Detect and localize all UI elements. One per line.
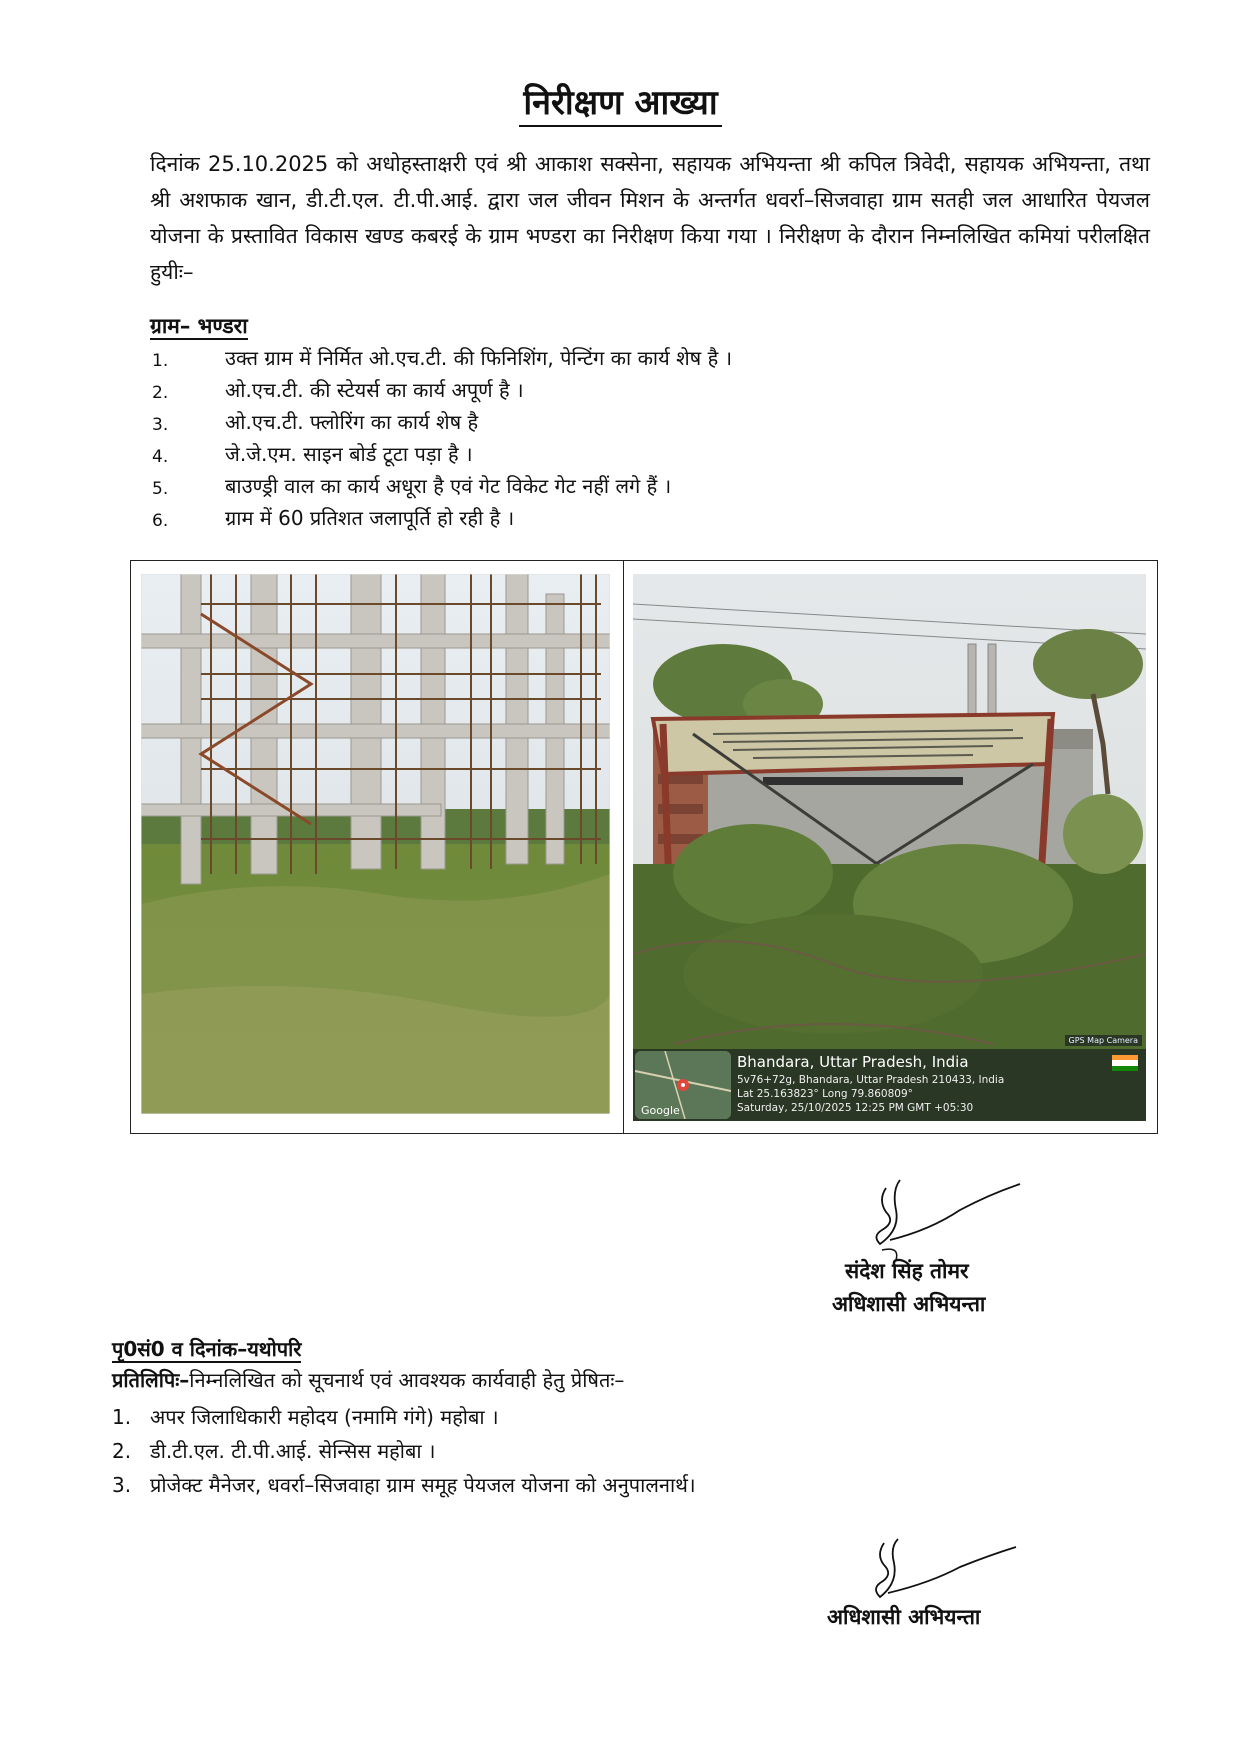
item-number: 3. [112,1473,132,1497]
item-number: 6. [152,511,169,531]
list-item [150,470,1150,502]
signatory-designation: अधिशासी अभियन्ता [832,1292,986,1316]
copy-to-line [112,1366,624,1393]
gps-mini-map [635,1051,731,1119]
page-title: निरीक्षण आख्या [0,78,1241,124]
reference-line: पृ0सं0 व दिनांक–यथोपरि [112,1337,302,1361]
gps-place: Bhandara, Uttar Pradesh, India [737,1053,969,1071]
item-number: 1. [152,351,169,371]
list-item [150,374,1150,406]
map-attribution: Google [641,1104,680,1117]
list-item [150,502,1150,534]
photo-signboard [633,574,1146,1121]
item-number: 4. [152,447,169,467]
intro-paragraph: दिनांक 25.10.2025 को अधोहस्ताक्षरी एवं श्री आकाश सक्सेना, सहायक अभियन्ता श्री कपिल त्रिवेदी, सहायक अभियन्ता, तथा श्री अशफाक खान, डी.टी.एल. टी.पी.आई. द्वारा जल जीवन मिशन के अन्तर्गत धवर्रा–सिजवाहा ग्राम सतही जल आधारित पेयजल योजना के प्रस्तावित विकास खण्ड कबरई के ग्राम भण्डरा का निरीक्षण किया गया । निरीक्षण के दौरान निम्नलिखित कमियां परीलक्षित हुयीः– [150,152,1150,284]
item-text: ओ.एच.टी. की स्टेयर्स का कार्य अपूर्ण है । [225,378,524,402]
item-text: ग्राम में 60 प्रतिशत जलापूर्ति हो रही है । [225,506,515,530]
item-number: 1. [112,1405,132,1429]
item-number: 2. [112,1439,132,1463]
observation-list [150,342,1150,534]
gps-datetime: Saturday, 25/10/2025 12:25 PM GMT +05:30 [737,1102,974,1114]
list-item [150,342,1150,374]
closing-designation: अधिशासी अभियन्ता [827,1605,981,1629]
gps-overlay [633,1036,1146,1121]
village-heading: ग्राम– भण्डरा [150,314,248,338]
item-text: अपर जिलाधिकारी महोदय (नमामि गंगे) महोबा । [150,1405,499,1429]
list-item [150,406,1150,438]
item-text: उक्त ग्राम में निर्मित ओ.एच.टी. की फिनिशिंग, पेन्टिंग का कार्य शेष है । [225,346,733,370]
copy-intro: निम्नलिखित को सूचनार्थ एवं आवश्यक कार्यवाही हेतु प्रेषितः– [189,1368,625,1392]
item-text: ओ.एच.टी. फ्लोरिंग का कार्य शेष है [225,410,479,434]
item-text: जे.जे.एम. साइन बोर्ड टूटा पड़ा है । [225,442,473,466]
list-item [150,438,1150,470]
item-text: डी.टी.एल. टी.पी.आई. सेन्सिस महोबा । [150,1439,436,1463]
item-number: 5. [152,479,169,499]
gps-address: 5v76+72g, Bhandara, Uttar Pradesh 210433, India [737,1074,1005,1086]
india-flag-icon [1112,1055,1138,1071]
photo-divider [623,561,624,1133]
signatory-name: संदेश सिंह तोमर [845,1259,969,1283]
gps-camera-brand: GPS Map Camera [1065,1035,1142,1046]
item-text: प्रोजेक्ट मैनेजर, धवर्रा–सिजवाहा ग्राम समूह पेयजल योजना को अनुपालनार्थ। [150,1473,696,1497]
item-number: 2. [152,383,169,403]
copy-label: प्रतिलिपिः– [112,1368,190,1392]
tank-scaffold-image [141,574,610,1114]
item-number: 3. [152,415,169,435]
photo-overhead-tank [141,574,610,1114]
item-text: बाउण्ड्री वाल का कार्य अधूरा है एवं गेट विकेट गेट नहीं लगे हैं । [225,474,672,498]
photo-table [130,560,1158,1134]
gps-latlong: Lat 25.163823° Long 79.860809° [737,1088,913,1100]
signature-image [870,1170,1030,1270]
